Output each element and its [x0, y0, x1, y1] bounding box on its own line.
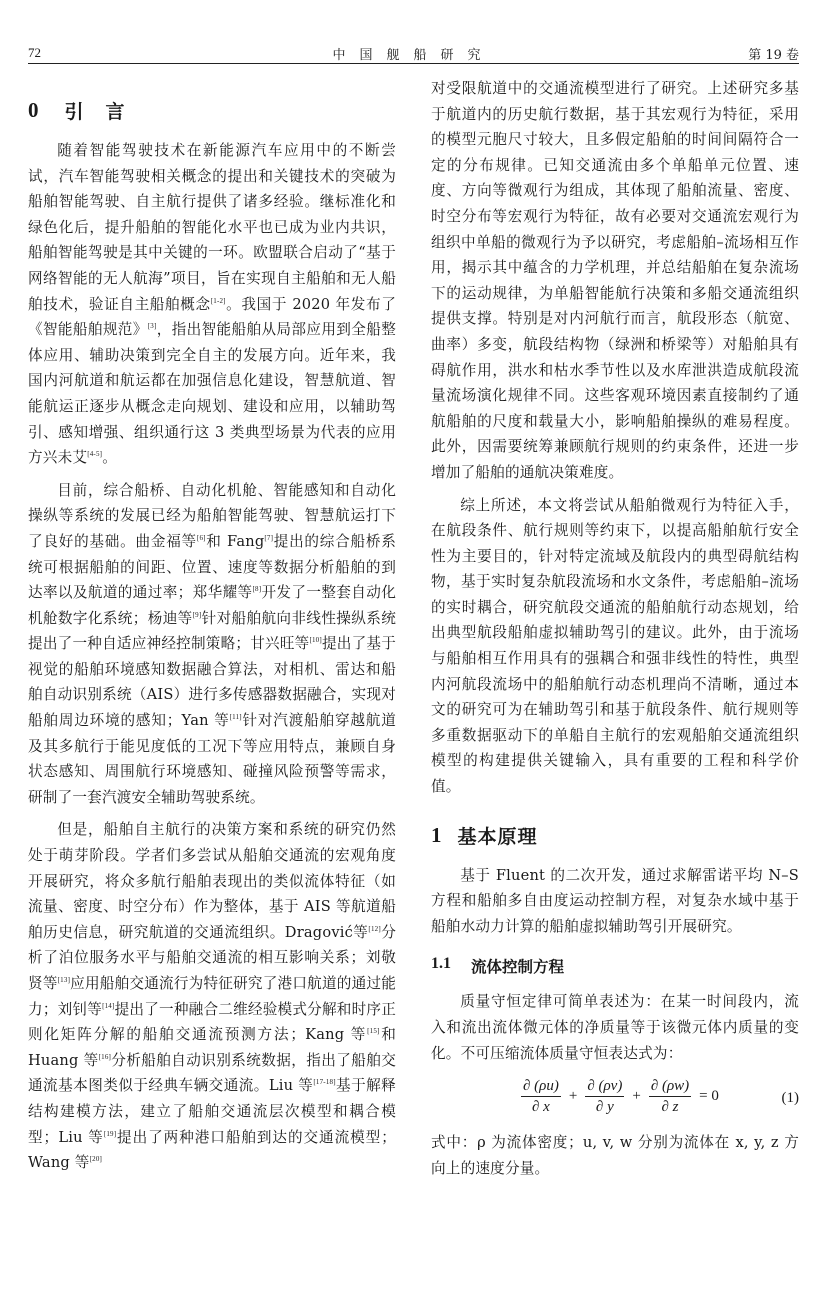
section-number: 0: [28, 97, 39, 122]
subsection-title: 流体控制方程: [471, 958, 565, 977]
text-run: 基于解释结构建模方法，建立了船舶交通流层次模型和耦合模型；Liu 等: [28, 1077, 396, 1146]
plus-sign: +: [632, 1088, 641, 1105]
subsection-number: 1.1: [431, 955, 451, 973]
text-run: 和 Fang: [205, 532, 265, 550]
fraction-z: [649, 1076, 691, 1117]
citation: [11]: [229, 713, 242, 722]
citation: [4-5]: [87, 450, 103, 459]
denominator: ∂ y: [595, 1099, 614, 1116]
fraction-y: [585, 1076, 624, 1117]
text-run: 和 Huang 等: [28, 1026, 396, 1069]
journal-name: 中国舰船研究: [332, 48, 495, 63]
citation: [17-18]: [313, 1078, 336, 1087]
principle-paragraph: 基于 Fluent 的二次开发，通过求解雷诺平均 N–S 方程和船舶多自由度运动控制方程，对复杂水域中基于船舶水动力计算的船舶虚拟辅助驾引开展研究。: [431, 866, 799, 935]
text-run: ，指出智能船舶从局部应用到全船整体应用、辅助决策到完全自主的发展方向。近年来，我国内河航道和航运都在加强信息化建设，智慧航道、智能航运正逐步从概念走向规划、建设和应用，以辅助驾引、感知增强、组织通行这 3 类典型场景为代表的应用方兴未艾: [28, 321, 396, 467]
fraction-x: [521, 1076, 561, 1117]
citation: [12]: [368, 924, 381, 933]
section-title: 引言: [64, 100, 147, 123]
equals-zero: = 0: [699, 1088, 719, 1105]
citation: [13]: [57, 976, 71, 984]
citation: [9]: [192, 610, 202, 619]
mass-conservation-paragraph: 质量守恒定律可简单表述为：在某一时间段内，流入和流出流体微元体的净质量等于该微元体内质量的变化。不可压缩流体质量守恒表达式为：: [431, 993, 799, 1062]
citation: [19]: [103, 1129, 117, 1138]
numerator: ∂ (ρw): [650, 1078, 690, 1095]
citation: [8]: [252, 585, 262, 594]
running-head: [28, 44, 799, 64]
text-run: 针对船舶航向非线性操纵系统提出了一种自适应神经控制策略；甘兴旺等: [28, 609, 397, 653]
continuity-equation: [431, 1072, 799, 1128]
text-run: 。: [102, 449, 117, 467]
volume-label: 第 19 卷: [748, 48, 799, 63]
text-run: 提出的综合船桥系统可根据船舶的间距、位置、速度等数据分析船舶的到达率以及航道的通过率；郑华耀等: [28, 532, 397, 602]
intro-paragraph-1: [28, 138, 396, 471]
intro-paragraph-2: [28, 478, 396, 811]
citation: [1-2]: [210, 296, 226, 305]
subsection-1-1-heading: [431, 955, 799, 977]
intro-paragraph-3: [28, 817, 396, 1175]
section-title: 基本原理: [457, 825, 538, 848]
text-run: 应用船舶交通流行为特征研究了港口航道的通过能力；刘钊等: [28, 975, 397, 1018]
text-run: 。我国于 2020 年发布了《智能船舶规范》: [28, 295, 397, 339]
denominator: ∂ z: [661, 1099, 679, 1116]
text-run: 提出了两种港口船舶到达的交通流模型；Wang 等: [28, 1128, 397, 1172]
text-run: 开发了一整套自动化机舱数字化系统；杨迪等: [28, 584, 396, 627]
citation: [20]: [89, 1155, 103, 1164]
left-column: [28, 76, 396, 1176]
text-run: 分析船舶自动识别系统数据，指出了船舶交通流基本图类似于经典车辆交通流。Liu 等: [28, 1051, 396, 1095]
summary-paragraph: 综上所述，本文将尝试从船舶微观行为特征入手，在航段条件、航行规则等约束下，以提高船舶航行安全性为主要目的，针对特定流域及航段内的典型碍航结构物，基于实时复杂航段流场和水文条件，考虑船舶–流场的实时耦合，研究航段交通流的船舶航行动态规划，给出典型航段船舶虚拟辅助驾引的建议。此外，由于流场与船舶相互作用具有的强耦合和强非线性的特性，典型内河航段流场中的船舶航行动态机理尚不清晰，通过本文的研究可为在辅助驾引和基于航段条件、航行规则等多重数据驱动下的单船自主航行的宏观船舶交通流组织模型的构建提供关键输入，具有重要的工程和科学价值。: [431, 496, 799, 796]
denominator: ∂ x: [532, 1099, 550, 1116]
citation: [14]: [102, 1001, 115, 1010]
section-number: 1: [431, 822, 442, 847]
text-run: 分析了泊位服务水平与船舶交通流的相互影响关系；刘敬贤等: [28, 923, 396, 992]
citation: [6]: [196, 533, 206, 542]
page-number: 72: [28, 45, 41, 60]
citation: [3]: [147, 322, 157, 331]
continued-paragraph: 对受限航道中的交通流模型进行了研究。上述研究多基于航道内的历史航行数据，基于其宏观行为特征，采用的模型元胞尺寸较大，且多假定船舶的时间间隔符合一定的分布规律。已知交通流由多个单船单元位置、速度、方向等微观行为组成，其体现了船舶流量、密度、时空分布等宏观行为特征，故有必要对交通流宏观行为组织中单船的微观行为予以研究，考虑船舶–流场相互作用，揭示其中蕴含的力学机理，并总结船舶在复杂流场下的运动规律，为单船智能航行决策和多船交通流组织提供支撑。特别是对内河航行而言，航段形态（航宽、曲率）多变，航段结构物（绿洲和桥梁等）对船舶具有碍航作用，洪水和枯水季节性以及水库泄洪造成航段流量流场演化规律不同。这些客观环境因素直接制约了通航船舶的尺度和载量大小，影响船舶操纵的难易程度。此外，因需要统筹兼顾航行规则的约束条件，还进一步增加了船舶的通航决策难度。: [431, 80, 799, 481]
variable-definition-paragraph: 式中：ρ 为流体密度；u, v, w 分别为流体在 x, y, z 方向上的速度分量。: [431, 1134, 799, 1177]
citation: [15]: [367, 1027, 380, 1036]
equation-formula: [521, 1076, 719, 1117]
text-run: 提出了一种融合二维经验模式分解和时序正则化矩阵分解的船舶交通流预测方法；Kang 等: [28, 1000, 396, 1044]
plus-sign: +: [568, 1088, 578, 1105]
text-run: 提出了基于视觉的船舶环境感知数据融合算法，对相机、雷达和船舶自动识别系统（AIS）进行多传感器数据融合，实现对船舶周边环境的感知；Yan 等: [28, 635, 396, 730]
equation-number: (1): [781, 1090, 799, 1107]
text-run: 针对汽渡船舶穿越航道及其多航行于能见度低的工况下等应用特点，兼顾自身状态感知、周围航行环境感知、碰撞风险预警等需求，研制了一套汽渡安全辅助驾驶系统。: [28, 712, 396, 806]
citation: [7]: [264, 533, 274, 542]
citation: [16]: [98, 1052, 112, 1061]
citation: [10]: [309, 636, 322, 645]
numerator: ∂ (ρv): [587, 1078, 623, 1095]
right-column: [431, 76, 799, 1181]
numerator: ∂ (ρu): [523, 1078, 559, 1095]
text-run: 目前，综合船桥、自动化机舱、智能感知和自动化操纵等系统的发展已经为船舶智能驾驶、智慧航运打下了良好的基础。曲金福等: [28, 481, 396, 550]
text-run: 但是，船舶自主航行的决策方案和系统的研究仍然处于萌芽阶段。学者们多尝试从船舶交通流的宏观角度开展研究，将众多航行船舶表现出的类似流体特征（如流量、密度、时空分布）作为整体，基于 AIS 等航道船舶历史信息，研究航道的交通流组织。Dragović等: [28, 821, 396, 941]
section-1-heading: [431, 822, 799, 849]
text-run: 随着智能驾驶技术在新能源汽车应用中的不断尝试，汽车智能驾驶相关概念的提出和关键技术的突破为船舶智能驾驶、自主航行提供了诸多经验。继标准化和绿色化后，提升船舶的智能化水平也已成为业内共识，船舶智能驾驶是其中关键的一环。欧盟联合启动了“基于网络智能的无人航海”项目，旨在实现自主船舶和无人船舶技术，验证自主船舶概念: [28, 142, 396, 313]
section-0-heading: [28, 92, 396, 128]
